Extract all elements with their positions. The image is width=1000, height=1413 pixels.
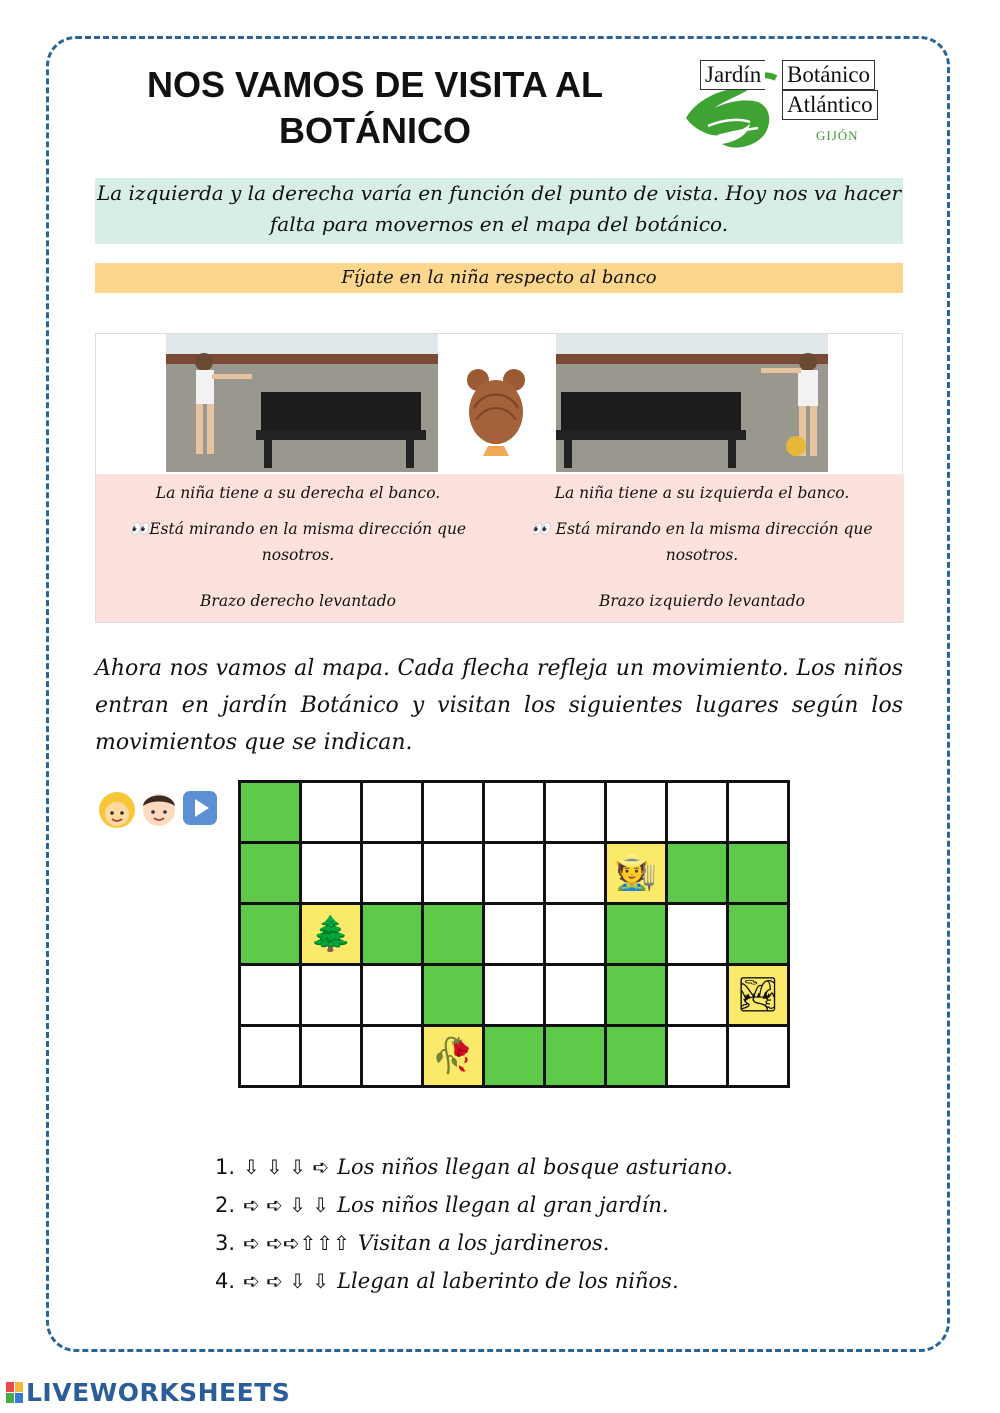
step-4-arrows: ➪ ➪ ⇩ ⇩: [243, 1269, 330, 1293]
grid-cell: [362, 965, 423, 1026]
grid-row: [240, 782, 789, 843]
step-2-text: Los niños llegan al gran jardín.: [337, 1193, 669, 1217]
play-arrow-icon: [181, 789, 221, 829]
grid-cell: [301, 904, 362, 965]
grid-cell: [667, 1026, 728, 1087]
grid-row: [240, 843, 789, 904]
logo-city: GIJÓN: [816, 128, 859, 143]
card-left-line2: 👀Está mirando en la misma dirección que nosotros.: [129, 520, 467, 564]
grid-cell: [423, 843, 484, 904]
map-place-icon: 🏞: [736, 975, 780, 1015]
step-3-arrows: ➪ ➪➪⇧⇧⇧: [243, 1231, 350, 1255]
grid-cell: [362, 904, 423, 965]
boy-emoji-icon: [137, 786, 181, 830]
step-1-text: Los niños llegan al bosque asturiano.: [337, 1155, 733, 1179]
grid-cell: [606, 782, 667, 843]
card-right-line1: La niña tiene a su izquierda el banco.: [554, 484, 850, 502]
grid-cell: [240, 843, 301, 904]
grid-cell: [606, 843, 667, 904]
grid-cell: [545, 782, 606, 843]
grid-row: [240, 965, 789, 1026]
grid-cell: [240, 1026, 301, 1087]
grid-cell: [240, 965, 301, 1026]
girl-bench-photo-left: [166, 334, 438, 472]
grid-row: [240, 1026, 789, 1087]
intro-band: La izquierda y la derecha varía en función del punto de vista. Hoy nos va hacer falta para movernos en el mapa del botánico.: [95, 178, 903, 244]
liveworksheets-brand[interactable]: [6, 1378, 290, 1407]
movement-steps: [215, 1148, 733, 1300]
grid-cell: [301, 1026, 362, 1087]
logo-word-atlantico: Atlántico: [782, 90, 878, 120]
step-1: 1. ⇩ ⇩ ⇩ ➪ Los niños llegan al bosque asturiano.: [215, 1155, 733, 1179]
grid-cell: [423, 904, 484, 965]
instructions-paragraph: Ahora nos vamos al mapa. Cada flecha refleja un movimiento. Los niños entran en jardín Botánico y visitan los siguientes lugares según los movimientos que se indican.: [95, 656, 903, 755]
card-left: [96, 474, 501, 622]
grid-cell: [484, 965, 545, 1026]
grid-cell: [606, 1026, 667, 1087]
grid-cell: [484, 843, 545, 904]
card-right-line3: Brazo izquierdo levantado: [598, 592, 806, 610]
start-marker: [95, 786, 225, 830]
garden-map-grid: [238, 780, 798, 1093]
grid-cell: [423, 782, 484, 843]
girl-bench-photo-right: [556, 334, 828, 472]
grid-cell: [545, 1026, 606, 1087]
grid-cell: [362, 843, 423, 904]
grid-cell: [667, 782, 728, 843]
grid-cell: [728, 782, 789, 843]
grid-cell: [728, 904, 789, 965]
photo-comparison: [95, 333, 903, 623]
step-1-arrows: ⇩ ⇩ ⇩ ➪: [243, 1155, 330, 1179]
footer-text: LIVEWORKSHEETS: [26, 1378, 291, 1407]
grid-cell: [606, 965, 667, 1026]
step-4: 4. ➪ ➪ ⇩ ⇩ Llegan al laberinto de los niños.: [215, 1269, 679, 1293]
grid-cell: [301, 965, 362, 1026]
card-right: [500, 474, 904, 622]
grid-cell: [545, 904, 606, 965]
logo-word-botanico: Botánico: [782, 60, 875, 90]
grid-cell: [667, 965, 728, 1026]
grid-cell: [728, 1026, 789, 1087]
liveworksheets-logo-icon: [6, 1381, 24, 1403]
grid-cell: [301, 782, 362, 843]
grid-cell: [667, 843, 728, 904]
grid-cell: [545, 843, 606, 904]
grid-cell: [728, 965, 789, 1026]
grid-cell: [240, 904, 301, 965]
girl-head-icon: [464, 360, 528, 456]
grid-cell: [545, 965, 606, 1026]
grid-cell: [301, 843, 362, 904]
hint-band: Fíjate en la niña respecto al banco: [95, 263, 903, 293]
map-place-icon: 🥀: [431, 1036, 475, 1076]
grid-cell: [423, 1026, 484, 1087]
grid-cell: [362, 782, 423, 843]
step-4-text: Llegan al laberinto de los niños.: [337, 1269, 679, 1293]
girl-emoji-icon: [95, 786, 139, 830]
logo-word-jardin: Jardín: [700, 60, 765, 90]
step-2-arrows: ➪ ➪ ⇩ ⇩: [243, 1193, 330, 1217]
grid-cell: [484, 782, 545, 843]
grid-cell: [423, 965, 484, 1026]
step-3: 3. ➪ ➪➪⇧⇧⇧ Visitan a los jardineros.: [215, 1231, 610, 1255]
step-2: 2. ➪ ➪ ⇩ ⇩ Los niños llegan al gran jardín.: [215, 1193, 669, 1217]
grid-cell: [240, 782, 301, 843]
garden-logo: [678, 56, 908, 156]
grid-cell: [728, 843, 789, 904]
map-place-icon: 🌲: [309, 914, 353, 954]
grid-cell: [484, 904, 545, 965]
card-left-line3: Brazo derecho levantado: [200, 592, 396, 610]
step-3-text: Visitan a los jardineros.: [357, 1231, 610, 1255]
grid-cell: [362, 1026, 423, 1087]
grid-row: [240, 904, 789, 965]
page-title: NOS VAMOS DE VISITA AL BOTÁNICO: [146, 64, 604, 151]
grid-cell: [606, 904, 667, 965]
card-right-line2: 👀 Está mirando en la misma dirección que nosotros.: [531, 520, 873, 564]
map-place-icon: 🧑‍🌾: [614, 853, 658, 893]
card-left-line1: La niña tiene a su derecha el banco.: [155, 484, 441, 502]
grid-cell: [484, 1026, 545, 1087]
grid-cell: [667, 904, 728, 965]
